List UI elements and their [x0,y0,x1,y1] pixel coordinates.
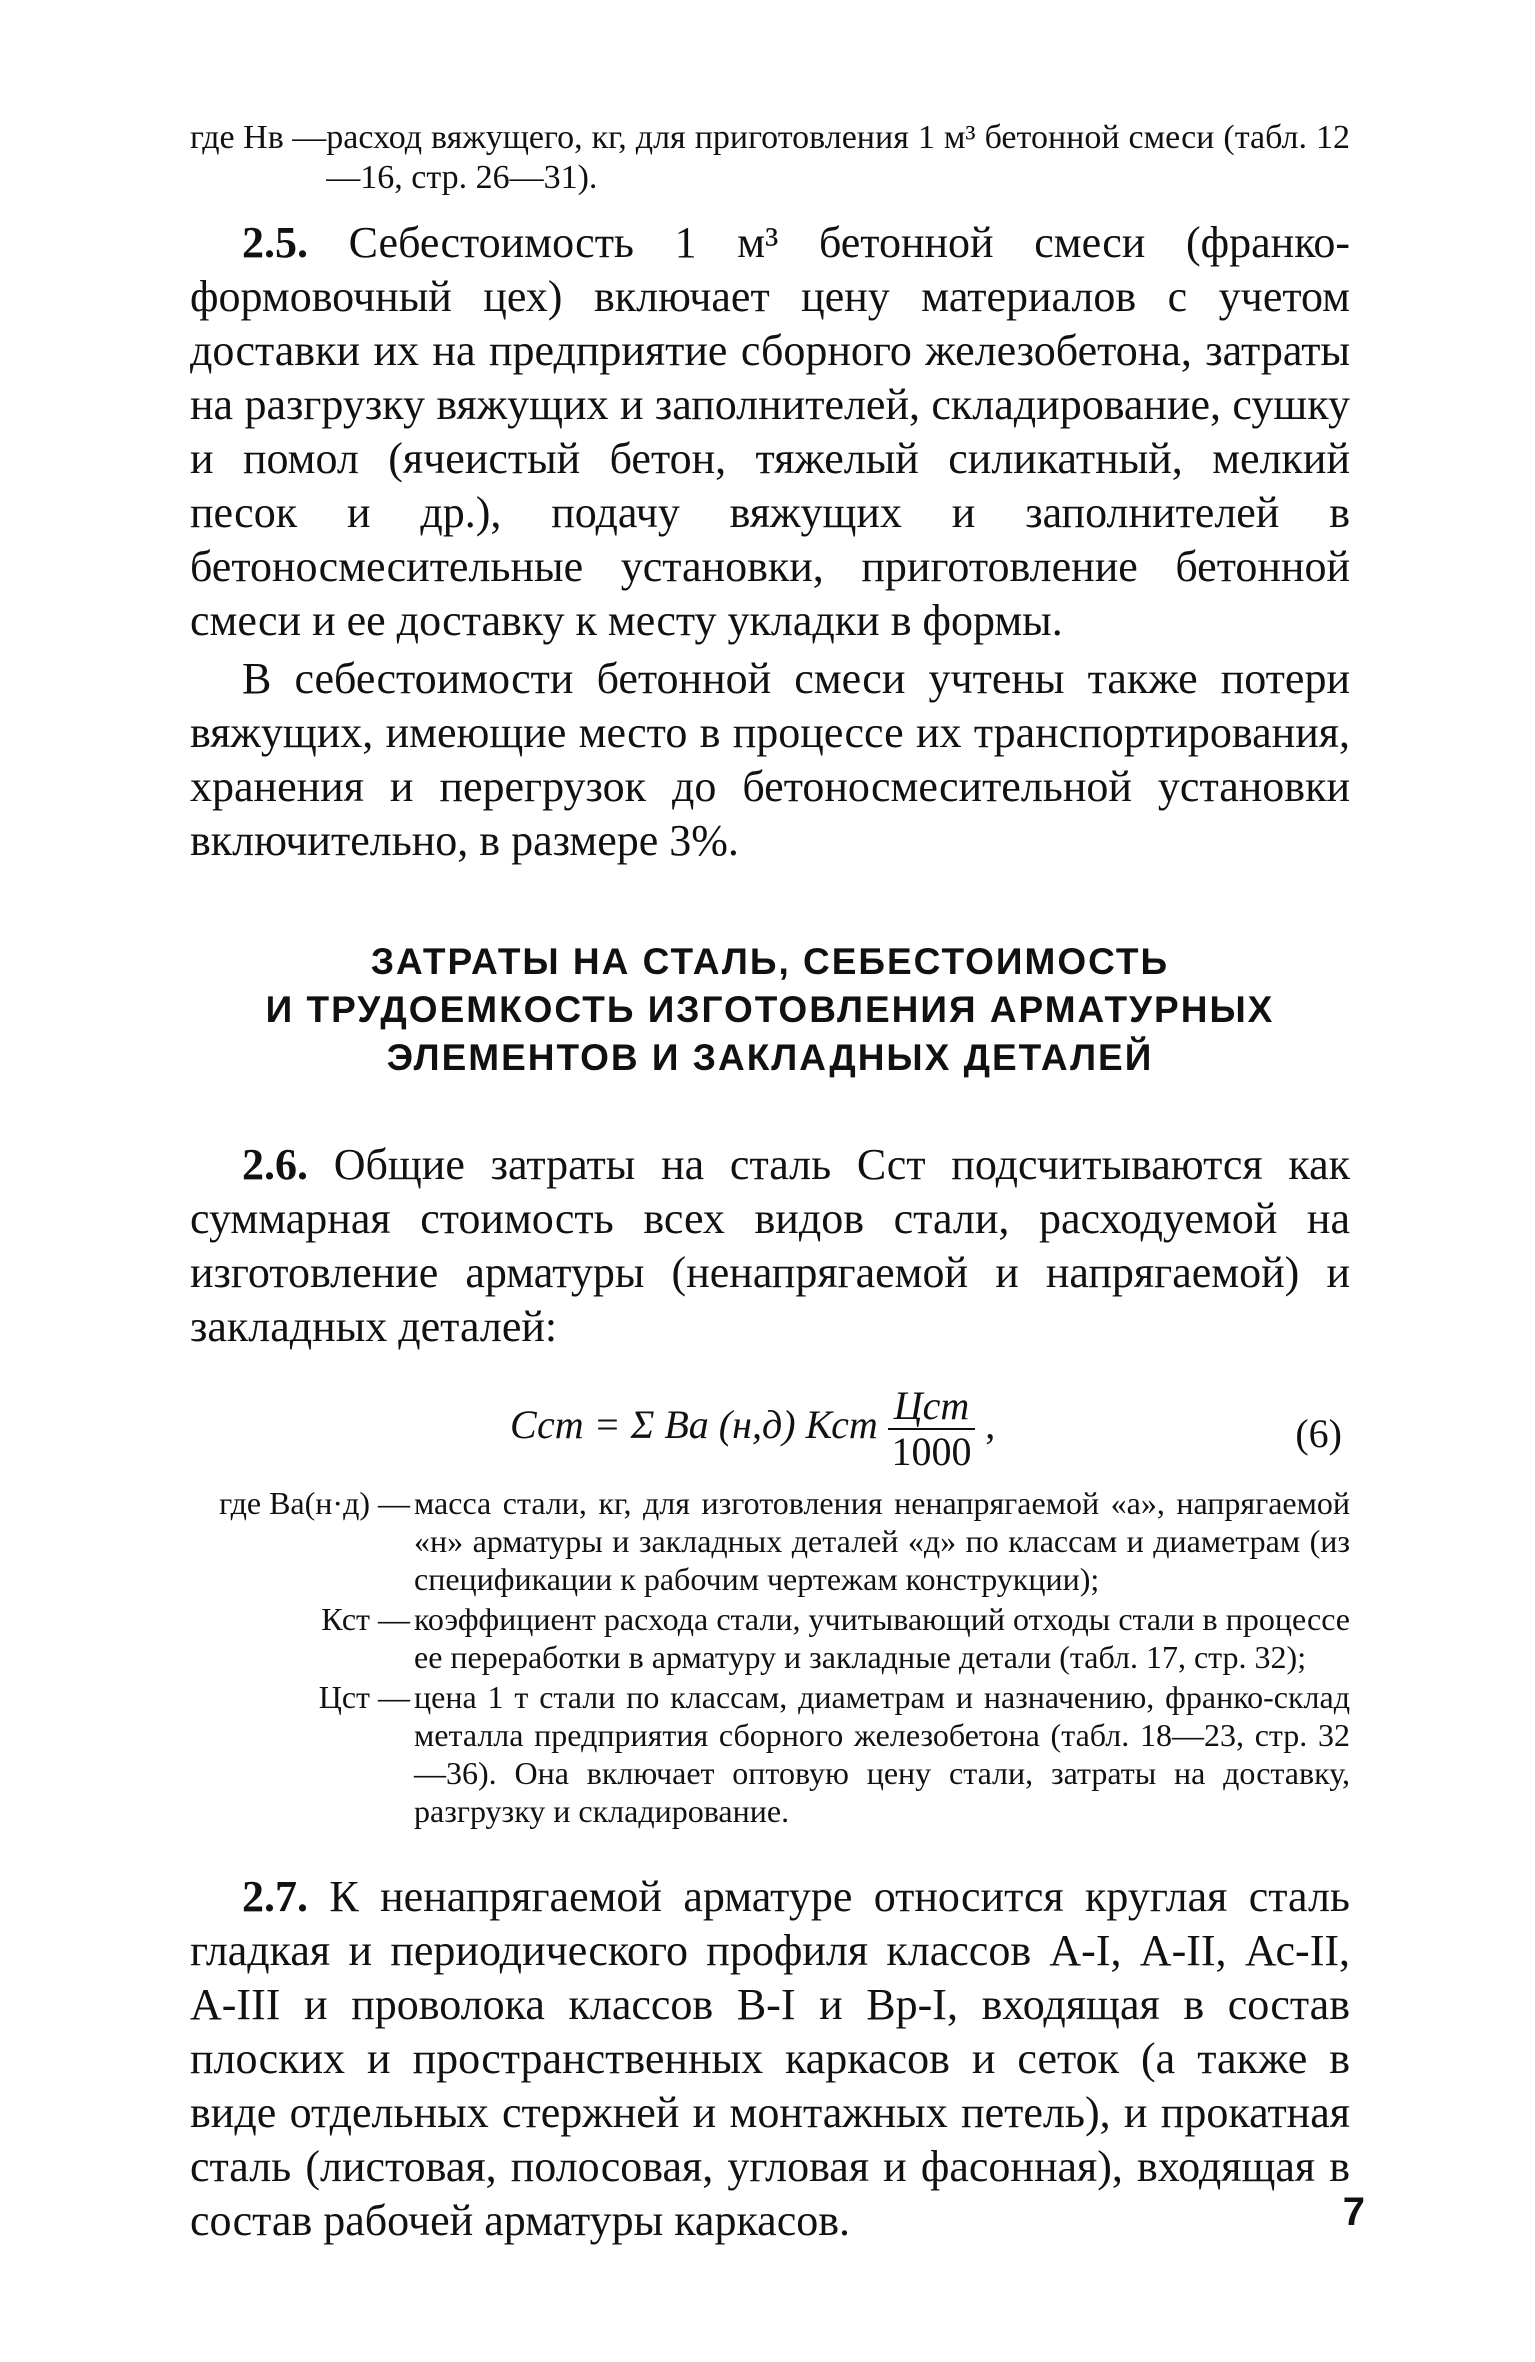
definition-symbol: Цст — [318,1679,410,1715]
definition-text: цена 1 т стали по классам, диаметрам и назначению, франко-склад металла предприятия сборного железобетона (табл. 18—23, стр. 32—36). Она включает оптовую цену стали, затраты на доставку, разгрузку и складирование. [414,1679,1350,1829]
definitions-list [190,1484,1350,1830]
formula-expression [510,1384,995,1474]
intro-where-text: расход вяжущего, кг, для приготовления 1 м³ бетонной смеси (табл. 12—16, стр. 26—31). [326,119,1350,196]
formula-fraction [888,1384,976,1474]
formula-lhs: Сст = Σ Ва (н,д) Кст [510,1402,878,1448]
paragraph-2-6-number: 2.6. [242,1140,308,1189]
intro-where-label: где Нв — [190,119,327,156]
paragraph-2-5b-text: В себестоимости бетонной смеси учтены также потери вяжущих, имеющие место в процессе их транспортирования, хранения и перегрузок до бетоносмесительной установки включительно, в размере 3%. [190,654,1350,865]
page-content [190,118,1350,2248]
paragraph-2-6 [190,1138,1350,1354]
section-heading [190,938,1350,1082]
paragraph-2-6-text: Общие затраты на сталь Сст подсчитываются как суммарная стоимость всех видов стали, расходуемой на изготовление арматуры (ненапрягаемой и напрягаемой) и закладных деталей: [190,1140,1350,1351]
definition-item [190,1678,1350,1830]
definition-text: коэффициент расхода стали, учитывающий отходы стали в процессе ее переработки в арматуру и закладные детали (табл. 17, стр. 32); [414,1601,1350,1675]
paragraph-2-5-continued [190,652,1350,868]
definition-text: масса стали, кг, для изготовления ненапрягаемой «а», напрягаемой «н» арматуры и закладных деталей «д» по классам и диаметрам (из спецификации к рабочим чертежам конструкции); [414,1485,1350,1597]
heading-line-3: ЭЛЕМЕНТОВ И ЗАКЛАДНЫХ ДЕТАЛЕЙ [386,1037,1154,1078]
definition-item [190,1484,1350,1598]
heading-line-1: ЗАТРАТЫ НА СТАЛЬ, СЕБЕСТОИМОСТЬ [370,941,1170,982]
paragraph-2-5-text: Себестоимость 1 м³ бетонной смеси (франко-формовочный цех) включает цену материалов с учетом доставки их на предприятие сборного железобетона, затраты на разгрузку вяжущих и заполнителей, складирование, сушку и помол (ячеистый бетон, тяжелый силикатный, мелкий песок и др.), подачу вяжущих и заполнителей в бетоносмесительные установки, приготовление бетонной смеси и ее доставку к месту укладки в формы. [190,218,1350,645]
definition-symbol: где Ва(н·д) — [219,1485,410,1521]
definition-item [190,1600,1350,1676]
page-number: 7 [1342,2190,1365,2234]
formula-comma: , [985,1402,996,1448]
paragraph-2-5 [190,216,1350,648]
intro-where [190,118,1350,198]
paragraph-2-5-number: 2.5. [242,218,308,267]
paragraph-2-7-number: 2.7. [242,1872,308,1921]
formula-denominator: 1000 [891,1429,972,1474]
definition-symbol: Кст — [321,1601,410,1637]
formula-numerator: Цст [888,1384,976,1430]
equation-number: (6) [1295,1411,1342,1456]
formula-6 [190,1366,1350,1476]
heading-line-2: И ТРУДОЕМКОСТЬ ИЗГОТОВЛЕНИЯ АРМАТУРНЫХ [265,989,1275,1030]
paragraph-2-7-text: К ненапрягаемой арматуре относится круглая сталь гладкая и периодического профиля классов А-I, А-II, Ас-II, А-III и проволока классов В-I и Вр-I, входящая в состав плоских и пространственных каркасов и сеток (а также в виде отдельных стержней и монтажных петель), и прокатная сталь (листовая, полосовая, угловая и фасонная), входящая в состав рабочей арматуры каркасов. [190,1872,1350,2245]
paragraph-2-7 [190,1870,1350,2248]
